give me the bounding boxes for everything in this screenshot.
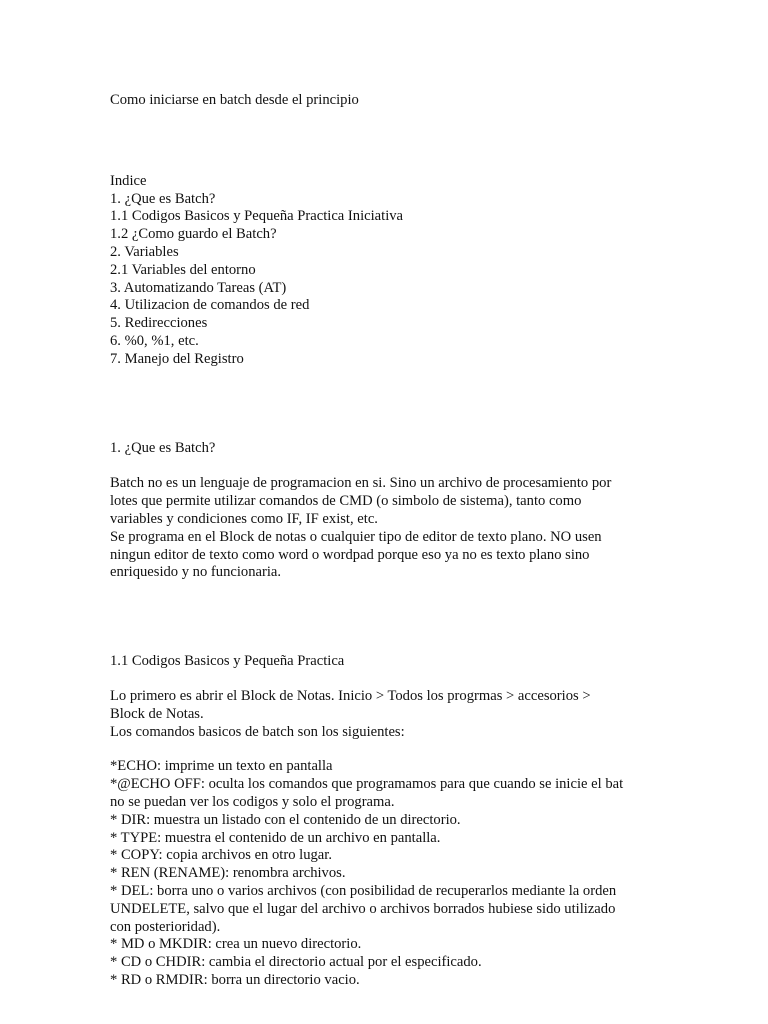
index-item: 3. Automatizando Tareas (AT): [110, 279, 287, 296]
paragraph-line: Lo primero es abrir el Block de Notas. Inicio > Todos los progrmas > accesorios >: [110, 687, 591, 704]
index-item: 1.1 Codigos Basicos y Pequeña Practica Iniciativa: [110, 208, 404, 225]
command-line: * DIR: muestra un listado con el contenido de un directorio.: [110, 811, 461, 828]
paragraph-line: Block de Notas.: [110, 705, 204, 722]
paragraph-line: enriquesido y no funcionaria.: [110, 564, 282, 581]
spacer: [110, 110, 658, 173]
index-item: 1.2 ¿Como guardo el Batch?: [110, 226, 277, 243]
command-line: * TYPE: muestra el contenido de un archivo en pantalla.: [110, 829, 441, 846]
index-item: 2. Variables: [110, 243, 179, 260]
paragraph-line: lotes que permite utilizar comandos de CMD (o simbolo de sistema), tanto como: [110, 493, 582, 510]
document-page: [110, 92, 658, 990]
spacer: [110, 369, 658, 440]
index-item: 6. %0, %1, etc.: [110, 332, 199, 349]
document-title: Como iniciarse en batch desde el principio: [110, 92, 359, 108]
index-item: 1. ¿Que es Batch?: [110, 190, 216, 207]
paragraph-line: Los comandos basicos de batch son los siguientes:: [110, 723, 405, 740]
command-line: UNDELETE, salvo que el lugar del archivo o archivos borrados hubiese sido utilizado: [110, 900, 616, 917]
index-heading: Indice: [110, 172, 147, 189]
index-item: 7. Manejo del Registro: [110, 350, 244, 367]
command-line: * REN (RENAME): renombra archivos.: [110, 865, 346, 882]
index-item: 2.1 Variables del entorno: [110, 261, 256, 278]
section-heading: 1. ¿Que es Batch?: [110, 439, 216, 456]
spacer: [110, 741, 658, 758]
command-line: * RD o RMDIR: borra un directorio vacio.: [110, 971, 360, 988]
command-line: *@ECHO OFF: oculta los comandos que programamos para que cuando se inicie el bat: [110, 776, 624, 793]
command-line: * CD o CHDIR: cambia el directorio actual por el especificado.: [110, 954, 482, 971]
spacer: [110, 671, 658, 688]
command-line: * COPY: copia archivos en otro lugar.: [110, 847, 332, 864]
index-item: 4. Utilizacion de comandos de red: [110, 297, 310, 314]
index-section: [110, 173, 658, 369]
paragraph-line: variables y condiciones como IF, IF exist, etc.: [110, 510, 378, 527]
paragraph-line: Se programa en el Block de notas o cualquier tipo de editor de texto plano. NO usen: [110, 528, 602, 545]
spacer: [110, 457, 658, 475]
section-codigos-basicos: [110, 653, 658, 990]
command-line: * DEL: borra uno o varios archivos (con posibilidad de recuperarlos mediante la orden: [110, 882, 617, 899]
index-item: 5. Redirecciones: [110, 315, 208, 332]
command-line: no se puedan ver los codigos y solo el programa.: [110, 793, 395, 810]
command-line: *ECHO: imprime un texto en pantalla: [110, 758, 333, 775]
spacer: [110, 582, 658, 653]
command-line: con posterioridad).: [110, 918, 221, 935]
paragraph-line: ningun editor de texto como word o wordpad porque eso ya no es texto plano sino: [110, 546, 590, 563]
section-que-es-batch: [110, 440, 658, 583]
paragraph-line: Batch no es un lenguaje de programacion en si. Sino un archivo de procesamiento por: [110, 475, 612, 492]
command-line: * MD o MKDIR: crea un nuevo directorio.: [110, 936, 362, 953]
section-heading: 1.1 Codigos Basicos y Pequeña Practica: [110, 653, 345, 670]
